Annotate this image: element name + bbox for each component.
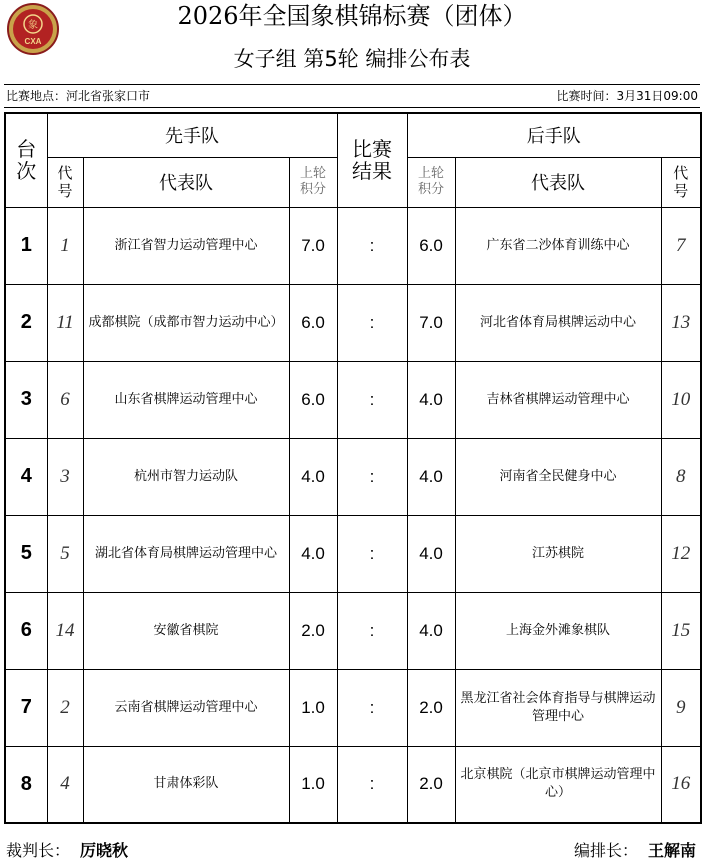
first-team-code: 6 [47,361,83,438]
second-team-points: 7.0 [407,284,455,361]
first-points-header [289,157,337,207]
second-team-name: 河南省全民健身中心 [455,438,661,515]
match-result: : [337,592,407,669]
venue-info [6,86,150,106]
board-number: 5 [5,515,47,592]
first-team-points: 4.0 [289,515,337,592]
first-team-name: 杭州市智力运动队 [83,438,289,515]
board-number: 2 [5,284,47,361]
first-team-points: 6.0 [289,284,337,361]
first-team-code: 3 [47,438,83,515]
first-team-points: 1.0 [289,746,337,823]
first-team-code: 1 [47,207,83,284]
first-team-name: 湖北省体育局棋牌运动管理中心 [83,515,289,592]
second-team-code: 9 [661,669,701,746]
time-value: 3月31日09:00 [616,89,698,103]
board-number: 1 [5,207,47,284]
match-result: : [337,207,407,284]
second-team-name: 黑龙江省社会体育指导与棋牌运动管理中心 [455,669,661,746]
second-team-points: 4.0 [407,438,455,515]
page-subtitle: 女子组 第5轮 编排公布表 [233,47,471,71]
board-header-label: 台次 [16,137,37,184]
match-result: : [337,746,407,823]
second-team-name: 吉林省棋牌运动管理中心 [455,361,661,438]
second-team-name: 广东省二沙体育训练中心 [455,207,661,284]
svg-text:象: 象 [28,20,38,31]
second-team-name: 江苏棋院 [455,515,661,592]
table-row [5,592,701,669]
second-points-header [407,157,455,207]
second-code-header [661,157,701,207]
first-team-code: 14 [47,592,83,669]
second-team-name: 上海金外滩象棋队 [455,592,661,669]
first-team-points: 1.0 [289,669,337,746]
second-team-points: 4.0 [407,361,455,438]
first-team-name: 安徽省棋院 [83,592,289,669]
second-points-header-label: 上轮积分 [418,166,445,197]
referee-info [6,840,128,862]
divider [4,84,700,85]
first-code-header [47,157,83,207]
first-points-header-label: 上轮积分 [300,166,327,197]
first-team-name: 浙江省智力运动管理中心 [83,207,289,284]
first-code-header-label: 代号 [57,164,73,200]
second-team-points: 6.0 [407,207,455,284]
first-team-code: 2 [47,669,83,746]
arranger-info [574,840,696,862]
match-result: : [337,438,407,515]
venue-label: 比赛地点： [6,89,67,103]
table-row [5,361,701,438]
board-header [5,113,47,207]
second-team-points: 2.0 [407,746,455,823]
board-number: 8 [5,746,47,823]
logo-text: CXA [24,37,42,46]
second-team-name: 河北省体育局棋牌运动中心 [455,284,661,361]
first-team-points: 6.0 [289,361,337,438]
second-code-header-label: 代号 [673,164,689,200]
referee-name: 厉晓秋 [80,841,129,860]
table-row [5,746,701,823]
second-team-code: 10 [661,361,701,438]
second-team-code: 15 [661,592,701,669]
first-team-code: 5 [47,515,83,592]
table-row [5,284,701,361]
second-team-header: 后手队 [407,113,701,157]
table-row [5,515,701,592]
first-team-points: 2.0 [289,592,337,669]
second-team-points: 4.0 [407,515,455,592]
second-team-code: 8 [661,438,701,515]
first-team-name: 甘肃体彩队 [83,746,289,823]
first-team-col-header: 代表队 [83,157,289,207]
table-header-row [5,113,701,157]
first-team-name: 山东省棋牌运动管理中心 [83,361,289,438]
second-team-code: 7 [661,207,701,284]
table-row [5,438,701,515]
result-header-label: 比赛结果 [352,137,393,184]
first-team-name: 成都棋院（成都市智力运动中心） [83,284,289,361]
match-result: : [337,669,407,746]
arranger-label: 编排长： [573,841,638,860]
page-title: 2026年全国象棋锦标赛（团体） [177,2,527,30]
table-row [5,207,701,284]
match-result: : [337,361,407,438]
second-team-code: 12 [661,515,701,592]
pairing-table [4,112,702,824]
first-team-header: 先手队 [47,113,337,157]
result-header [337,113,407,207]
board-number: 7 [5,669,47,746]
arranger-name: 王解南 [647,841,696,860]
second-team-code: 13 [661,284,701,361]
first-team-points: 7.0 [289,207,337,284]
first-team-code: 11 [47,284,83,361]
referee-label: 裁判长： [6,841,71,860]
first-team-code: 4 [47,746,83,823]
second-team-col-header: 代表队 [455,157,661,207]
board-number: 3 [5,361,47,438]
venue-value: 河北省张家口市 [66,89,151,103]
first-team-points: 4.0 [289,438,337,515]
divider [4,107,700,108]
first-team-name: 云南省棋牌运动管理中心 [83,669,289,746]
second-team-points: 4.0 [407,592,455,669]
board-number: 6 [5,592,47,669]
table-row [5,669,701,746]
second-team-name: 北京棋院（北京市棋牌运动管理中心） [455,746,661,823]
match-result: : [337,284,407,361]
time-info [556,86,698,106]
board-number: 4 [5,438,47,515]
second-team-points: 2.0 [407,669,455,746]
time-label: 比赛时间： [556,89,617,103]
second-team-code: 16 [661,746,701,823]
match-result: : [337,515,407,592]
